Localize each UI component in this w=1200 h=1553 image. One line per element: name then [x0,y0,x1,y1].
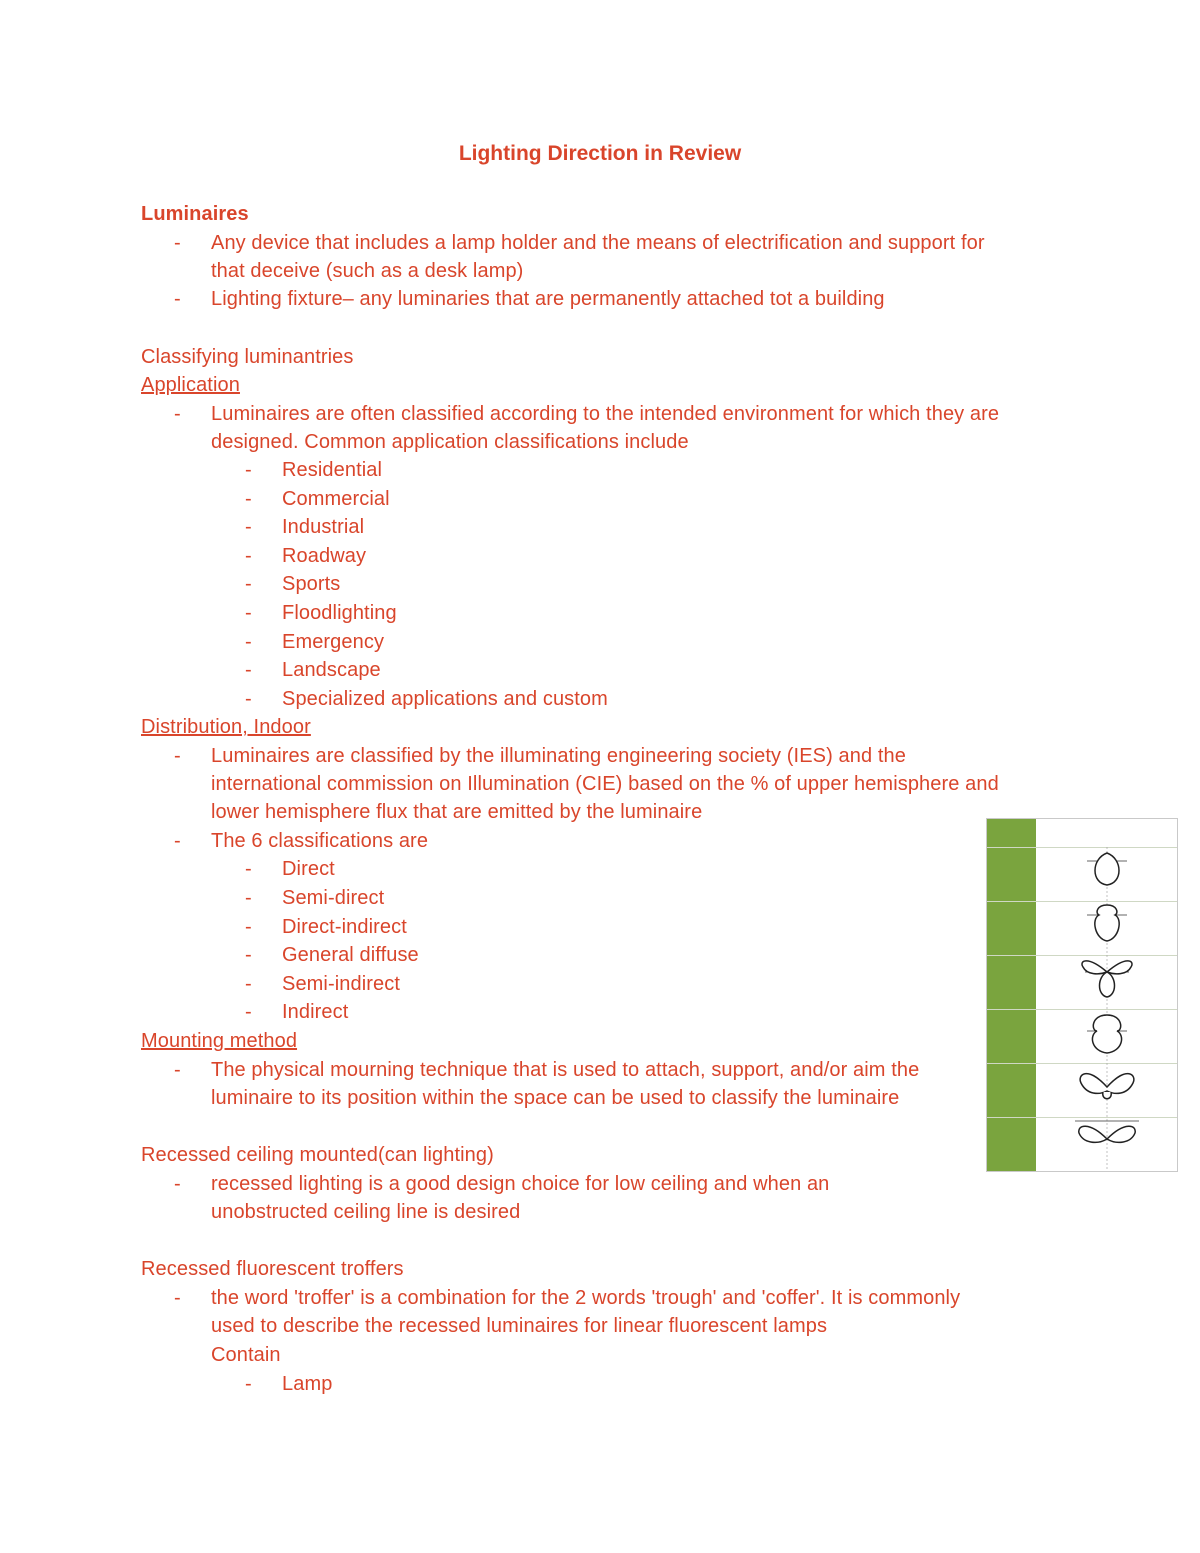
list-item: Indirect [282,1001,349,1023]
list-item: lower hemisphere flux that are emitted by the luminaire [211,801,703,823]
list-item: Commercial [282,488,390,510]
bullet-dash: - [245,1373,252,1395]
list-item: designed. Common application classifications include [211,431,689,453]
bullet-dash: - [245,887,252,909]
section-heading-classifying: Classifying luminantries [141,346,354,368]
bullet-dash: - [245,916,252,938]
bullet-dash: - [174,1059,181,1081]
list-item: used to describe the recessed luminaires for linear fluorescent lamps [211,1315,828,1337]
subheading-distribution: Distribution, Indoor [141,716,311,738]
bullet-dash: - [245,459,252,481]
bullet-dash: - [245,688,252,710]
list-item: Industrial [282,516,365,538]
bullet-dash: - [245,631,252,653]
section-heading-troffers: Recessed fluorescent troffers [141,1258,404,1280]
bullet-dash: - [174,403,181,425]
list-item: Roadway [282,545,367,567]
list-item: Residential [282,459,383,481]
bullet-dash: - [245,573,252,595]
list-item: that deceive (such as a desk lamp) [211,260,524,282]
section-heading-recessed-can: Recessed ceiling mounted(can lighting) [141,1144,494,1166]
list-item: Sports [282,573,341,595]
list-item: Semi-direct [282,887,385,909]
bullet-dash: - [174,830,181,852]
list-item: luminaire to its position within the space can be used to classify the luminaire [211,1087,900,1109]
bullet-dash: - [245,545,252,567]
bullet-dash: - [174,1287,181,1309]
list-item: recessed lighting is a good design choice for low ceiling and when an [211,1173,830,1195]
list-item: Luminaires are often classified according to the intended environment for which they are [211,403,1000,425]
bullet-dash: - [245,1001,252,1023]
bullet-dash: - [245,944,252,966]
section-heading-luminaires: Luminaires [141,203,249,225]
list-item: Landscape [282,659,381,681]
bullet-dash: - [245,488,252,510]
bullet-dash: - [174,232,181,254]
bullet-dash: - [245,602,252,624]
list-item: international commission on Illumination (CIE) based on the % of upper hemisphere and [211,773,999,795]
list-item: The physical mourning technique that is used to attach, support, and/or aim the [211,1059,920,1081]
semi-indirect-lower-shape [1103,1092,1111,1099]
direct-distribution-shape [1095,853,1119,885]
bullet-dash: - [245,659,252,681]
bullet-dash: - [174,288,181,310]
subheading-mounting-method: Mounting method [141,1030,298,1052]
distribution-curves-svg [987,819,1177,1171]
list-item: Contain [211,1344,281,1366]
list-item: Direct [282,858,335,880]
list-item: Floodlighting [282,602,397,624]
distribution-classification-figure [986,818,1178,1172]
bullet-dash: - [174,745,181,767]
list-item: unobstructed ceiling line is desired [211,1201,521,1223]
list-item: Any device that includes a lamp holder and the means of electrification and support for [211,232,985,254]
semi-direct-distribution-shape [1095,905,1119,941]
list-item: Emergency [282,631,385,653]
list-item: Direct-indirect [282,916,407,938]
list-item: General diffuse [282,944,419,966]
list-item: Lamp [282,1373,333,1395]
list-item: Specialized applications and custom [282,688,608,710]
list-item: Luminaires are classified by the illuminating engineering society (IES) and the [211,745,906,767]
list-item: the word 'troffer' is a combination for the 2 words 'trough' and 'coffer'. It is commonly [211,1287,961,1309]
bullet-dash: - [245,973,252,995]
direct-indirect-lower-shape [1100,972,1115,997]
bullet-dash: - [245,516,252,538]
list-item: Lighting fixture– any luminaries that are permanently attached tot a building [211,288,885,310]
subheading-application: Application [141,374,240,396]
list-item: Semi-indirect [282,973,400,995]
bullet-dash: - [174,1173,181,1195]
general-diffuse-distribution-shape [1092,1015,1121,1053]
list-item: The 6 classifications are [211,830,429,852]
page-title: Lighting Direction in Review [458,142,742,165]
bullet-dash: - [245,858,252,880]
